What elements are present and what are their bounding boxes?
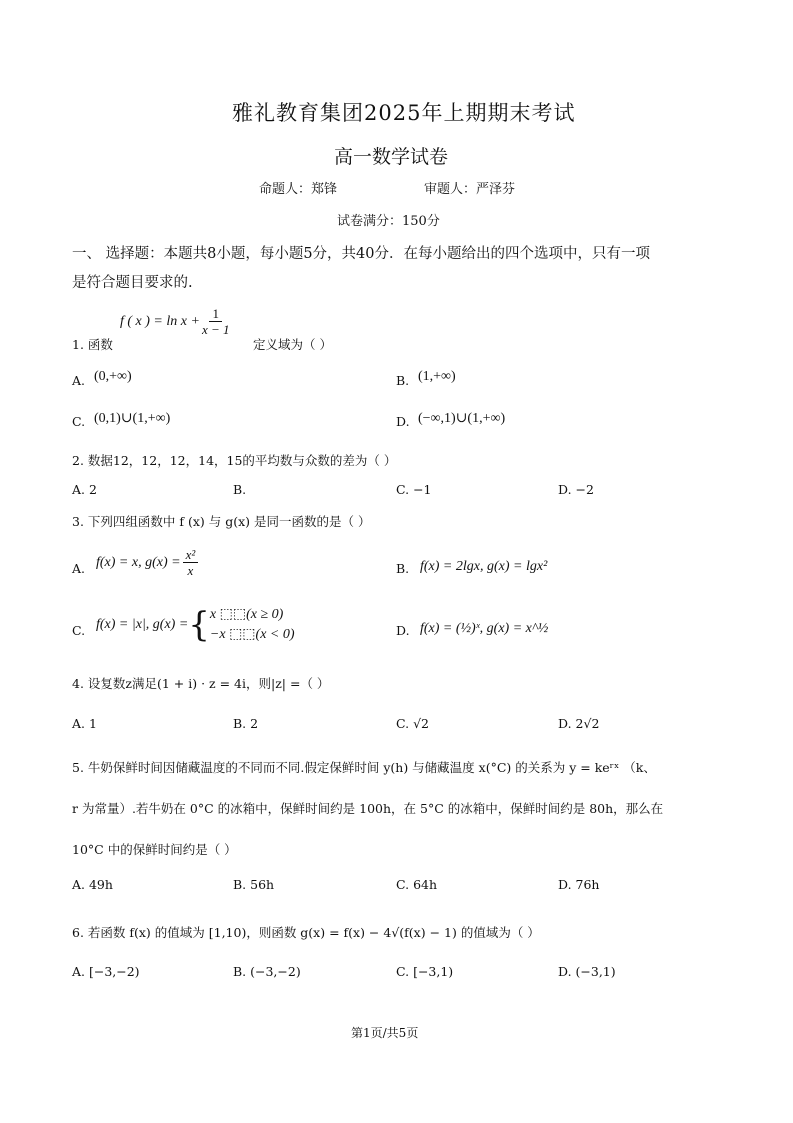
q1-option-d-label: D.	[396, 414, 410, 429]
question-1-number: 1. 函数	[72, 337, 113, 352]
q3-option-b: f(x) = 2lgx, g(x) = lgx²	[420, 559, 548, 574]
question-1-formula-lhs: f ( x ) = ln x +	[120, 313, 200, 329]
question-1-formula	[120, 306, 231, 337]
q3-option-a-den: x	[187, 563, 194, 578]
question-4: 4. 设复数z满足(1 + i) · z = 4i，则|z| =（ ）	[72, 676, 330, 691]
q3-option-c-case2: −x ⬚⬚(x < 0)	[209, 627, 295, 642]
question-1-frac-num: 1	[209, 306, 222, 322]
q1-option-a: (0,+∞)	[94, 369, 132, 384]
q3-option-d-label: D.	[396, 623, 410, 638]
q3-option-a	[96, 547, 200, 578]
question-5-line3: 10°C 中的保鲜时间约是（ ）	[72, 842, 237, 857]
q3-option-b-label: B.	[396, 561, 410, 576]
q2-option-d: D. −2	[558, 482, 594, 497]
q2-option-a: A. 2	[72, 482, 97, 497]
exam-subtitle: 高一数学试卷	[334, 146, 449, 168]
question-5-line1: 5. 牛奶保鲜时间因储藏温度的不同而不同.假定保鲜时间 y(h) 与储藏温度 x(°C) 的关系为 y = keʳˣ （k、	[72, 760, 656, 775]
q6-option-d: D. (−3,1)	[558, 964, 616, 979]
q4-option-d: D. 2√2	[558, 716, 600, 731]
q4-option-b: B. 2	[233, 716, 259, 731]
q5-option-c: C. 64h	[396, 877, 438, 892]
q5-option-b: B. 56h	[233, 877, 275, 892]
question-5-line2: r 为常量）.若牛奶在 0°C 的冰箱中，保鲜时间约是 100h，在 5°C 的冰箱中，保鲜时间约是 80h，那么在	[72, 801, 664, 816]
q5-option-a: A. 49h	[72, 877, 113, 892]
section-heading: 一、 选择题：本题共8小题，每小题5分，共40分．在每小题给出的四个选项中，只有一项	[72, 246, 651, 262]
q3-option-a-fraction	[183, 547, 199, 578]
q1-option-b: (1,+∞)	[418, 369, 456, 384]
exam-title: 雅礼教育集团2025年上期期末考试	[232, 101, 576, 125]
q6-option-a: A. [−3,−2)	[72, 964, 140, 979]
q5-option-d: D. 76h	[558, 877, 600, 892]
question-1-frac-den: x − 1	[201, 322, 230, 337]
q1-option-b-label: B.	[396, 373, 410, 388]
q3-option-c-case1: x ⬚⬚(x ≥ 0)	[209, 607, 284, 622]
question-3: 3. 下列四组函数中 f (x) 与 g(x) 是同一函数的是（ ）	[72, 514, 371, 529]
q1-option-c: (0,1)∪(1,+∞)	[94, 411, 171, 426]
question-1-tail: 定义域为（ ）	[253, 337, 332, 352]
reviewer-line: 审题人：严泽芬	[424, 182, 516, 197]
author-line: 命题人：郑锋	[259, 182, 338, 197]
q2-option-b: B.	[233, 482, 247, 497]
q1-option-a-label: A.	[72, 373, 86, 388]
q3-option-a-label: A.	[72, 561, 86, 576]
q4-option-a: A. 1	[72, 716, 97, 731]
q1-option-c-label: C.	[72, 414, 86, 429]
question-2: 2. 数据12，12，12，14，15的平均数与众数的差为（ ）	[72, 453, 397, 468]
q3-option-a-pre: f(x) = x, g(x) =	[96, 554, 181, 570]
q3-option-c-brace: {	[188, 605, 210, 645]
score-line: 试卷满分：150分	[337, 214, 440, 229]
page-number: 第1页/共5页	[351, 1026, 419, 1040]
q1-option-d: (−∞,1)∪(1,+∞)	[418, 411, 506, 426]
q2-option-c: C. −1	[396, 482, 432, 497]
question-6: 6. 若函数 f(x) 的值域为 [1,10)，则函数 g(x) = f(x) − 4√(f(x) − 1) 的值域为（ ）	[72, 925, 540, 940]
q3-option-c-pre: f(x) = |x|, g(x) =	[96, 617, 189, 632]
question-1-fraction	[202, 306, 230, 337]
q6-option-b: B. (−3,−2)	[233, 964, 301, 979]
q6-option-c: C. [−3,1)	[396, 964, 454, 979]
q4-option-c: C. √2	[396, 716, 429, 731]
section-heading-cont: 是符合题目要求的.	[72, 275, 193, 291]
q3-option-a-num: x²	[183, 547, 199, 563]
q3-option-c	[96, 605, 295, 645]
q3-option-d: f(x) = (½)ˣ, g(x) = x^½	[420, 621, 549, 636]
q3-option-c-label: C.	[72, 623, 86, 638]
